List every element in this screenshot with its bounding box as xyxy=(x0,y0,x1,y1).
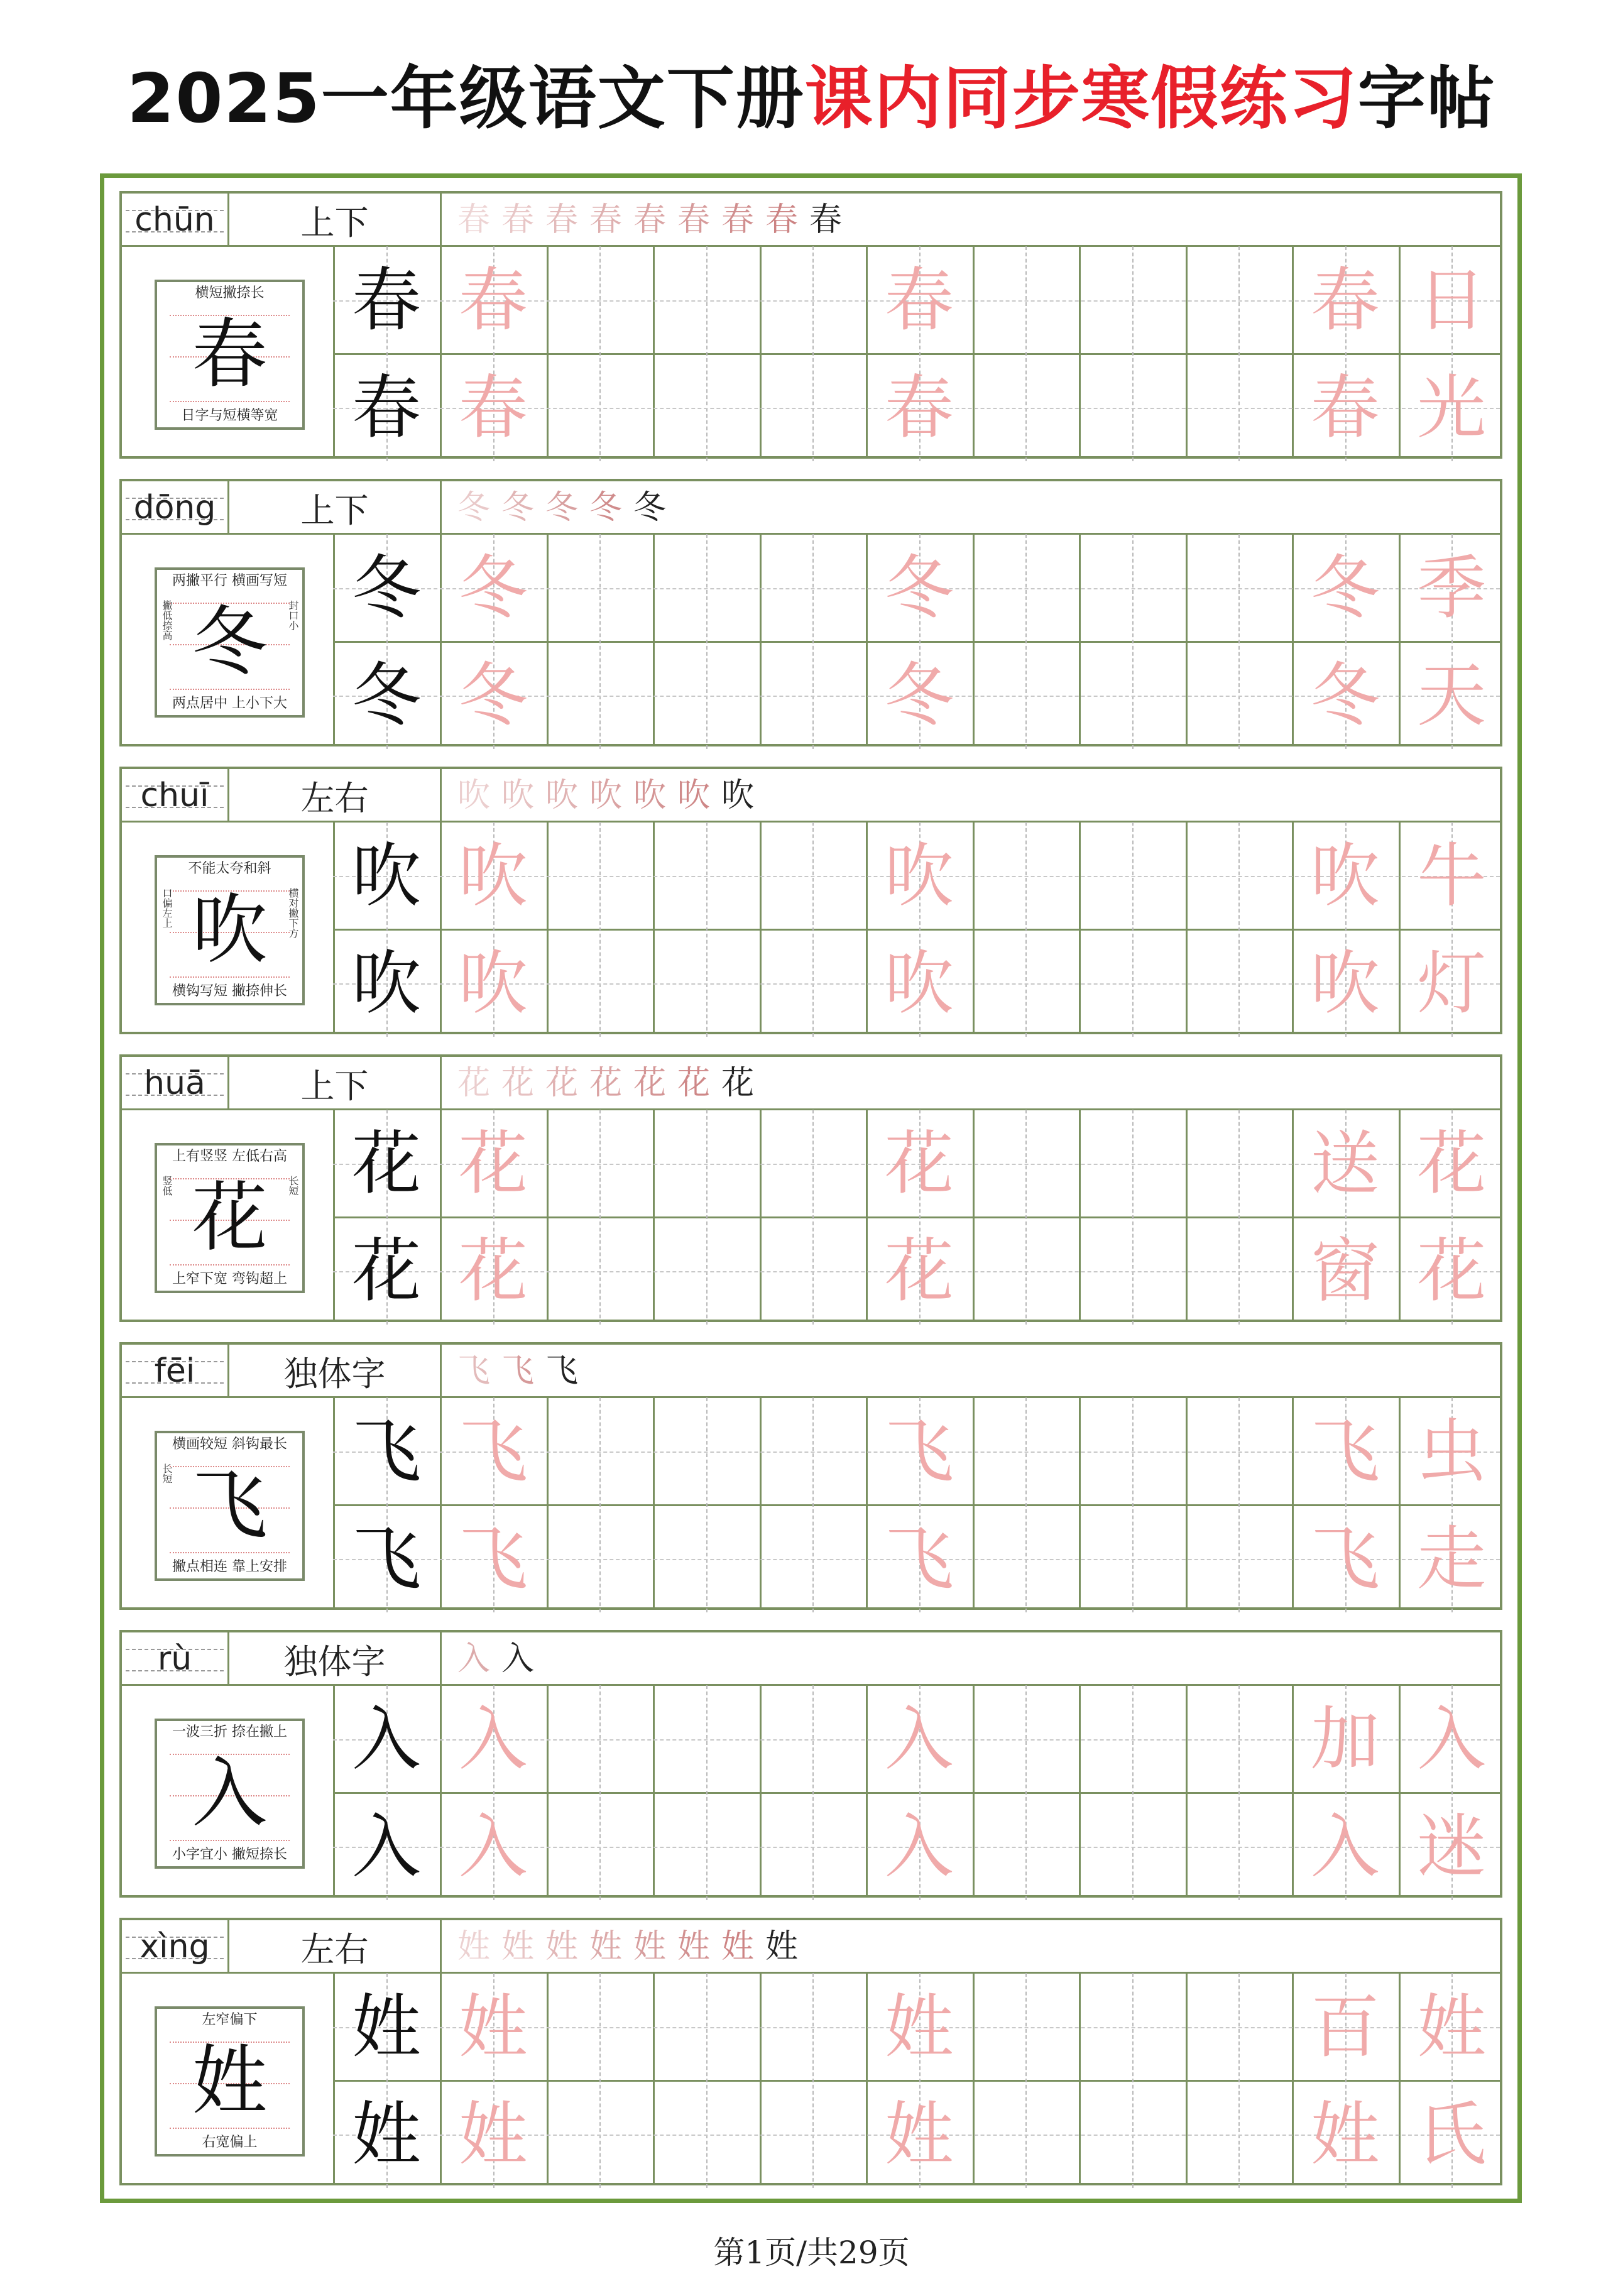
trace-char-cell[interactable]: 入 xyxy=(884,1806,954,1887)
writing-tip-box xyxy=(155,1431,305,1581)
model-char: 飞 xyxy=(352,1411,421,1492)
blank-practice-cell[interactable] xyxy=(1079,1397,1186,1505)
trace-char-cell[interactable]: 走 xyxy=(1417,1518,1487,1599)
writing-tip-box xyxy=(155,567,305,718)
tip-top: 横画较短 斜钩最长 xyxy=(172,1436,287,1452)
pinyin xyxy=(122,1632,227,1685)
blank-practice-cell[interactable] xyxy=(1079,929,1186,1037)
stroke-step: 花 xyxy=(677,1064,710,1102)
blank-practice-cell[interactable] xyxy=(653,246,760,354)
blank-practice-cell[interactable] xyxy=(1079,534,1186,642)
character-block xyxy=(119,191,1502,459)
blank-practice-cell[interactable] xyxy=(547,642,653,749)
blank-practice-cell[interactable] xyxy=(1186,929,1292,1037)
stroke-step: 春 xyxy=(677,201,710,239)
blank-practice-cell[interactable] xyxy=(1186,246,1292,354)
model-char: 花 xyxy=(352,1123,421,1204)
blank-practice-cell[interactable] xyxy=(1186,1505,1292,1612)
trace-char-cell[interactable]: 姓 xyxy=(458,2094,528,2175)
pinyin xyxy=(122,1345,227,1397)
stroke-step: 花 xyxy=(545,1064,578,1102)
character-block xyxy=(119,1342,1502,1610)
trace-char-cell[interactable]: 吹 xyxy=(1310,943,1380,1024)
blank-practice-cell[interactable] xyxy=(973,1397,1079,1505)
blank-practice-cell[interactable] xyxy=(1079,2080,1186,2188)
page-number: 第1页/共29页 xyxy=(713,2234,910,2271)
tip-top: 一波三折 捺在撇上 xyxy=(172,1724,287,1740)
trace-char-cell[interactable]: 季 xyxy=(1417,547,1487,628)
trace-char-cell[interactable]: 花 xyxy=(458,1123,528,1204)
stroke-step: 春 xyxy=(633,201,666,239)
trace-char-cell[interactable]: 入 xyxy=(884,1698,954,1779)
blank-practice-cell[interactable] xyxy=(1079,1217,1186,1325)
trace-char-cell[interactable]: 冬 xyxy=(884,547,954,628)
model-char: 姓 xyxy=(352,2094,421,2175)
stroke-step: 吹 xyxy=(677,777,710,814)
stroke-order xyxy=(442,1345,1500,1397)
trace-char-cell[interactable]: 吹 xyxy=(884,835,954,916)
blank-practice-cell[interactable] xyxy=(973,1110,1079,1217)
trace-char-cell[interactable]: 吹 xyxy=(884,943,954,1024)
stroke-step: 飞 xyxy=(501,1352,534,1390)
stroke-step: 春 xyxy=(809,201,842,239)
trace-char-cell[interactable]: 姓 xyxy=(884,2094,954,2175)
tip-side-note: 竖低 xyxy=(161,1176,173,1196)
stroke-step: 姓 xyxy=(765,1928,798,1965)
blank-practice-cell[interactable] xyxy=(547,1793,653,1900)
structure-label: 上下 xyxy=(300,1066,369,1106)
tip-top: 左窄偏下 xyxy=(202,2012,258,2028)
tip-top: 上有竖竖 左低右高 xyxy=(172,1149,287,1164)
blank-practice-cell[interactable] xyxy=(973,534,1079,642)
pinyin xyxy=(122,769,227,822)
stroke-step: 飞 xyxy=(545,1352,578,1390)
trace-char-cell[interactable]: 加 xyxy=(1310,1698,1380,1779)
trace-char-cell[interactable]: 冬 xyxy=(1310,547,1380,628)
trace-char-cell[interactable]: 百 xyxy=(1310,1986,1380,2067)
blank-practice-cell[interactable] xyxy=(1079,1505,1186,1612)
structure-label: 独体字 xyxy=(283,1353,386,1394)
blank-practice-cell[interactable] xyxy=(653,1397,760,1505)
trace-char-cell[interactable]: 入 xyxy=(1417,1698,1487,1779)
stroke-step: 花 xyxy=(501,1064,534,1102)
model-char: 冬 xyxy=(352,547,421,628)
title-part-1: 2025一年级语文下册 xyxy=(127,60,805,138)
blank-practice-cell[interactable] xyxy=(653,1505,760,1612)
trace-char-cell[interactable]: 窗 xyxy=(1310,1230,1380,1311)
blank-practice-cell[interactable] xyxy=(1079,246,1186,354)
blank-practice-cell[interactable] xyxy=(547,246,653,354)
trace-char-cell[interactable]: 飞 xyxy=(458,1411,528,1492)
character-block xyxy=(119,1054,1502,1322)
pinyin xyxy=(122,481,227,534)
tip-example-char: 春 xyxy=(192,310,268,398)
tip-example-char: 飞 xyxy=(192,1462,268,1550)
stroke-step: 春 xyxy=(721,201,754,239)
blank-practice-cell[interactable] xyxy=(1186,1217,1292,1325)
blank-practice-cell[interactable] xyxy=(973,354,1079,461)
blank-practice-cell[interactable] xyxy=(653,1793,760,1900)
trace-char-cell[interactable]: 冬 xyxy=(884,655,954,736)
trace-char-cell[interactable]: 飞 xyxy=(458,1518,528,1599)
tip-side-note: 封口小 xyxy=(287,600,299,630)
stroke-step: 入 xyxy=(501,1640,534,1678)
model-char: 冬 xyxy=(352,655,421,736)
trace-char-cell[interactable]: 吹 xyxy=(1310,835,1380,916)
character-block xyxy=(119,1630,1502,1898)
tip-side-note: 横对撇下方 xyxy=(287,888,299,938)
stroke-step: 姓 xyxy=(589,1928,622,1965)
blank-practice-cell[interactable] xyxy=(653,1110,760,1217)
blank-practice-cell[interactable] xyxy=(760,1217,866,1325)
trace-char-cell[interactable]: 春 xyxy=(884,260,954,341)
trace-char-cell[interactable]: 入 xyxy=(458,1806,528,1887)
character-block xyxy=(119,1918,1502,2185)
structure-label: 左右 xyxy=(300,1929,369,1969)
tip-top: 不能太夸和斜 xyxy=(188,861,271,877)
trace-char-cell[interactable]: 日 xyxy=(1417,260,1487,341)
blank-practice-cell[interactable] xyxy=(1186,354,1292,461)
tip-example-char: 入 xyxy=(192,1749,268,1837)
blank-practice-cell[interactable] xyxy=(1079,1973,1186,2080)
blank-practice-cell[interactable] xyxy=(1079,1793,1186,1900)
tip-bottom: 两点居中 上小下大 xyxy=(172,696,287,711)
blank-practice-cell[interactable] xyxy=(547,1397,653,1505)
blank-practice-cell[interactable] xyxy=(760,1110,866,1217)
stroke-step: 冬 xyxy=(589,489,622,527)
blank-practice-cell[interactable] xyxy=(760,354,866,461)
blank-practice-cell[interactable] xyxy=(760,1793,866,1900)
trace-char-cell[interactable]: 姓 xyxy=(1310,2094,1380,2175)
pinyin-text: fēi xyxy=(154,1352,195,1390)
pinyin-text: huā xyxy=(144,1064,205,1102)
writing-tip-box xyxy=(155,1719,305,1869)
trace-char-cell[interactable]: 春 xyxy=(884,367,954,448)
blank-practice-cell[interactable] xyxy=(653,1973,760,2080)
model-char: 姓 xyxy=(352,1986,421,2067)
blank-practice-cell[interactable] xyxy=(1079,1110,1186,1217)
trace-char-cell[interactable]: 花 xyxy=(1417,1123,1487,1204)
blank-practice-cell[interactable] xyxy=(1186,822,1292,929)
tip-example-char: 吹 xyxy=(192,886,268,974)
blank-practice-cell[interactable] xyxy=(760,1685,866,1793)
blank-practice-cell[interactable] xyxy=(760,1505,866,1612)
blank-practice-cell[interactable] xyxy=(1079,642,1186,749)
model-char: 入 xyxy=(352,1698,421,1779)
trace-char-cell[interactable]: 灯 xyxy=(1417,943,1487,1024)
pinyin-text: rù xyxy=(157,1640,192,1678)
pinyin xyxy=(122,1920,227,1973)
stroke-step: 冬 xyxy=(545,489,578,527)
tip-bottom: 横钩写短 撇捺伸长 xyxy=(172,983,287,999)
blank-practice-cell[interactable] xyxy=(653,929,760,1037)
trace-char-cell[interactable]: 虫 xyxy=(1417,1411,1487,1492)
stroke-step: 花 xyxy=(721,1064,754,1102)
trace-char-cell[interactable]: 吹 xyxy=(458,835,528,916)
trace-char-cell[interactable]: 姓 xyxy=(1417,1986,1487,2067)
stroke-step: 春 xyxy=(765,201,798,239)
page-title xyxy=(0,44,1623,141)
blank-practice-cell[interactable] xyxy=(760,2080,866,2188)
blank-practice-cell[interactable] xyxy=(1079,822,1186,929)
blank-practice-cell[interactable] xyxy=(760,822,866,929)
tip-side-note: 撇低捺高 xyxy=(161,600,173,640)
stroke-order xyxy=(442,481,1500,534)
tip-bottom: 日字与短横等宽 xyxy=(181,408,278,424)
blank-practice-cell[interactable] xyxy=(1186,1397,1292,1505)
blank-practice-cell[interactable] xyxy=(1079,354,1186,461)
stroke-step: 冬 xyxy=(501,489,534,527)
blank-practice-cell[interactable] xyxy=(547,1217,653,1325)
model-char: 春 xyxy=(352,260,421,341)
blank-practice-cell[interactable] xyxy=(547,1110,653,1217)
tip-example-char: 冬 xyxy=(192,598,268,686)
trace-char-cell[interactable]: 迷 xyxy=(1417,1806,1487,1887)
blank-practice-cell[interactable] xyxy=(1186,642,1292,749)
pinyin-text: dōng xyxy=(133,489,216,527)
title-part-highlight: 课内同步寒假练习 xyxy=(804,60,1358,138)
trace-char-cell[interactable]: 花 xyxy=(458,1230,528,1311)
trace-char-cell[interactable]: 春 xyxy=(1310,260,1380,341)
tip-bottom: 右宽偏上 xyxy=(202,2135,258,2150)
trace-char-cell[interactable]: 花 xyxy=(884,1230,954,1311)
stroke-order xyxy=(442,194,1500,246)
structure-label: 独体字 xyxy=(283,1641,386,1681)
blank-practice-cell[interactable] xyxy=(1186,1973,1292,2080)
trace-char-cell[interactable]: 天 xyxy=(1417,655,1487,736)
trace-char-cell[interactable]: 飞 xyxy=(1310,1411,1380,1492)
stroke-order xyxy=(442,1632,1500,1685)
tip-example-char: 姓 xyxy=(192,2037,268,2125)
stroke-step: 吹 xyxy=(633,777,666,814)
blank-practice-cell[interactable] xyxy=(973,822,1079,929)
blank-practice-cell[interactable] xyxy=(1186,1793,1292,1900)
stroke-step: 春 xyxy=(545,201,578,239)
stroke-step: 花 xyxy=(589,1064,622,1102)
blank-practice-cell[interactable] xyxy=(760,929,866,1037)
pinyin xyxy=(122,1057,227,1110)
stroke-step: 姓 xyxy=(501,1928,534,1965)
blank-practice-cell[interactable] xyxy=(973,1217,1079,1325)
blank-practice-cell[interactable] xyxy=(547,354,653,461)
blank-practice-cell[interactable] xyxy=(973,1685,1079,1793)
blank-practice-cell[interactable] xyxy=(547,2080,653,2188)
trace-char-cell[interactable]: 牛 xyxy=(1417,835,1487,916)
pinyin-text: xìng xyxy=(139,1928,210,1965)
blank-practice-cell[interactable] xyxy=(760,1397,866,1505)
blank-practice-cell[interactable] xyxy=(653,642,760,749)
structure-label: 上下 xyxy=(300,490,369,530)
blank-practice-cell[interactable] xyxy=(1186,1685,1292,1793)
trace-char-cell[interactable]: 春 xyxy=(1310,367,1380,448)
stroke-step: 姓 xyxy=(633,1928,666,1965)
stroke-step: 姓 xyxy=(677,1928,710,1965)
blank-practice-cell[interactable] xyxy=(973,1973,1079,2080)
pinyin xyxy=(122,194,227,246)
tip-top: 两撇平行 横画写短 xyxy=(172,573,287,589)
blank-practice-cell[interactable] xyxy=(1186,2080,1292,2188)
character-block xyxy=(119,479,1502,746)
blank-practice-cell[interactable] xyxy=(973,642,1079,749)
stroke-step: 姓 xyxy=(457,1928,490,1965)
trace-char-cell[interactable]: 入 xyxy=(1310,1806,1380,1887)
stroke-step: 吹 xyxy=(721,777,754,814)
trace-char-cell[interactable]: 送 xyxy=(1310,1123,1380,1204)
blank-practice-cell[interactable] xyxy=(973,1793,1079,1900)
trace-char-cell[interactable]: 飞 xyxy=(1310,1518,1380,1599)
model-char: 吹 xyxy=(352,943,421,1024)
blank-practice-cell[interactable] xyxy=(653,1217,760,1325)
stroke-step: 花 xyxy=(633,1064,666,1102)
character-block xyxy=(119,767,1502,1034)
stroke-step: 花 xyxy=(457,1064,490,1102)
blank-practice-cell[interactable] xyxy=(547,534,653,642)
trace-char-cell[interactable]: 飞 xyxy=(884,1411,954,1492)
blank-practice-cell[interactable] xyxy=(973,1505,1079,1612)
trace-char-cell[interactable]: 花 xyxy=(884,1123,954,1204)
model-char: 吹 xyxy=(352,835,421,916)
stroke-step: 冬 xyxy=(457,489,490,527)
blank-practice-cell[interactable] xyxy=(973,2080,1079,2188)
tip-side-note: 长短 xyxy=(161,1463,173,1484)
blank-practice-cell[interactable] xyxy=(653,2080,760,2188)
trace-char-cell[interactable]: 春 xyxy=(458,367,528,448)
writing-tip-box xyxy=(155,855,305,1005)
tip-bottom: 上窄下宽 弯钩超上 xyxy=(172,1271,287,1287)
blank-practice-cell[interactable] xyxy=(760,246,866,354)
trace-char-cell[interactable]: 氏 xyxy=(1417,2094,1487,2175)
pinyin-text: chuī xyxy=(140,777,209,814)
stroke-step: 冬 xyxy=(633,489,666,527)
stroke-order xyxy=(442,1057,1500,1110)
blank-practice-cell[interactable] xyxy=(653,822,760,929)
blank-practice-cell[interactable] xyxy=(547,1505,653,1612)
tip-side-note: 口偏左上 xyxy=(161,888,173,928)
trace-char-cell[interactable]: 光 xyxy=(1417,367,1487,448)
stroke-step: 吹 xyxy=(501,777,534,814)
blank-practice-cell[interactable] xyxy=(547,1973,653,2080)
blank-practice-cell[interactable] xyxy=(1079,1685,1186,1793)
tip-top: 横短撇捺长 xyxy=(195,285,265,301)
trace-char-cell[interactable]: 冬 xyxy=(458,547,528,628)
trace-char-cell[interactable]: 入 xyxy=(458,1698,528,1779)
blank-practice-cell[interactable] xyxy=(760,534,866,642)
trace-char-cell[interactable]: 飞 xyxy=(884,1518,954,1599)
blank-practice-cell[interactable] xyxy=(973,929,1079,1037)
writing-tip-box xyxy=(155,280,305,430)
blank-practice-cell[interactable] xyxy=(653,354,760,461)
tip-side-note: 长短 xyxy=(287,1176,299,1196)
blank-practice-cell[interactable] xyxy=(973,246,1079,354)
trace-char-cell[interactable]: 冬 xyxy=(1310,655,1380,736)
stroke-step: 入 xyxy=(457,1640,490,1678)
stroke-step: 姓 xyxy=(721,1928,754,1965)
title-part-3: 字帖 xyxy=(1357,60,1496,138)
blank-practice-cell[interactable] xyxy=(547,822,653,929)
writing-tip-box xyxy=(155,2006,305,2157)
stroke-step: 飞 xyxy=(457,1352,490,1390)
tip-bottom: 撇点相连 靠上安排 xyxy=(172,1559,287,1575)
trace-char-cell[interactable]: 吹 xyxy=(458,943,528,1024)
stroke-step: 春 xyxy=(589,201,622,239)
stroke-step: 春 xyxy=(501,201,534,239)
blank-practice-cell[interactable] xyxy=(1186,534,1292,642)
stroke-step: 吹 xyxy=(589,777,622,814)
structure-label: 上下 xyxy=(300,202,369,243)
stroke-step: 吹 xyxy=(457,777,490,814)
blank-practice-cell[interactable] xyxy=(547,929,653,1037)
trace-char-cell[interactable]: 姓 xyxy=(458,1986,528,2067)
tip-example-char: 花 xyxy=(192,1174,268,1262)
trace-char-cell[interactable]: 花 xyxy=(1417,1230,1487,1311)
blank-practice-cell[interactable] xyxy=(547,1685,653,1793)
stroke-step: 春 xyxy=(457,201,490,239)
stroke-step: 吹 xyxy=(545,777,578,814)
model-char: 花 xyxy=(352,1230,421,1311)
blank-practice-cell[interactable] xyxy=(653,534,760,642)
trace-char-cell[interactable]: 冬 xyxy=(458,655,528,736)
structure-label: 左右 xyxy=(300,778,369,818)
blank-practice-cell[interactable] xyxy=(760,642,866,749)
stroke-step: 姓 xyxy=(545,1928,578,1965)
stroke-order xyxy=(442,769,1500,822)
blank-practice-cell[interactable] xyxy=(653,1685,760,1793)
writing-tip-box xyxy=(155,1143,305,1293)
stroke-order xyxy=(442,1920,1500,1973)
tip-bottom: 小字宜小 撇短捺长 xyxy=(172,1847,287,1862)
trace-char-cell[interactable]: 姓 xyxy=(884,1986,954,2067)
blank-practice-cell[interactable] xyxy=(760,1973,866,2080)
model-char: 入 xyxy=(352,1806,421,1887)
pinyin-text: chūn xyxy=(134,201,215,239)
model-char: 飞 xyxy=(352,1518,421,1599)
trace-char-cell[interactable]: 春 xyxy=(458,260,528,341)
blank-practice-cell[interactable] xyxy=(1186,1110,1292,1217)
model-char: 春 xyxy=(352,367,421,448)
